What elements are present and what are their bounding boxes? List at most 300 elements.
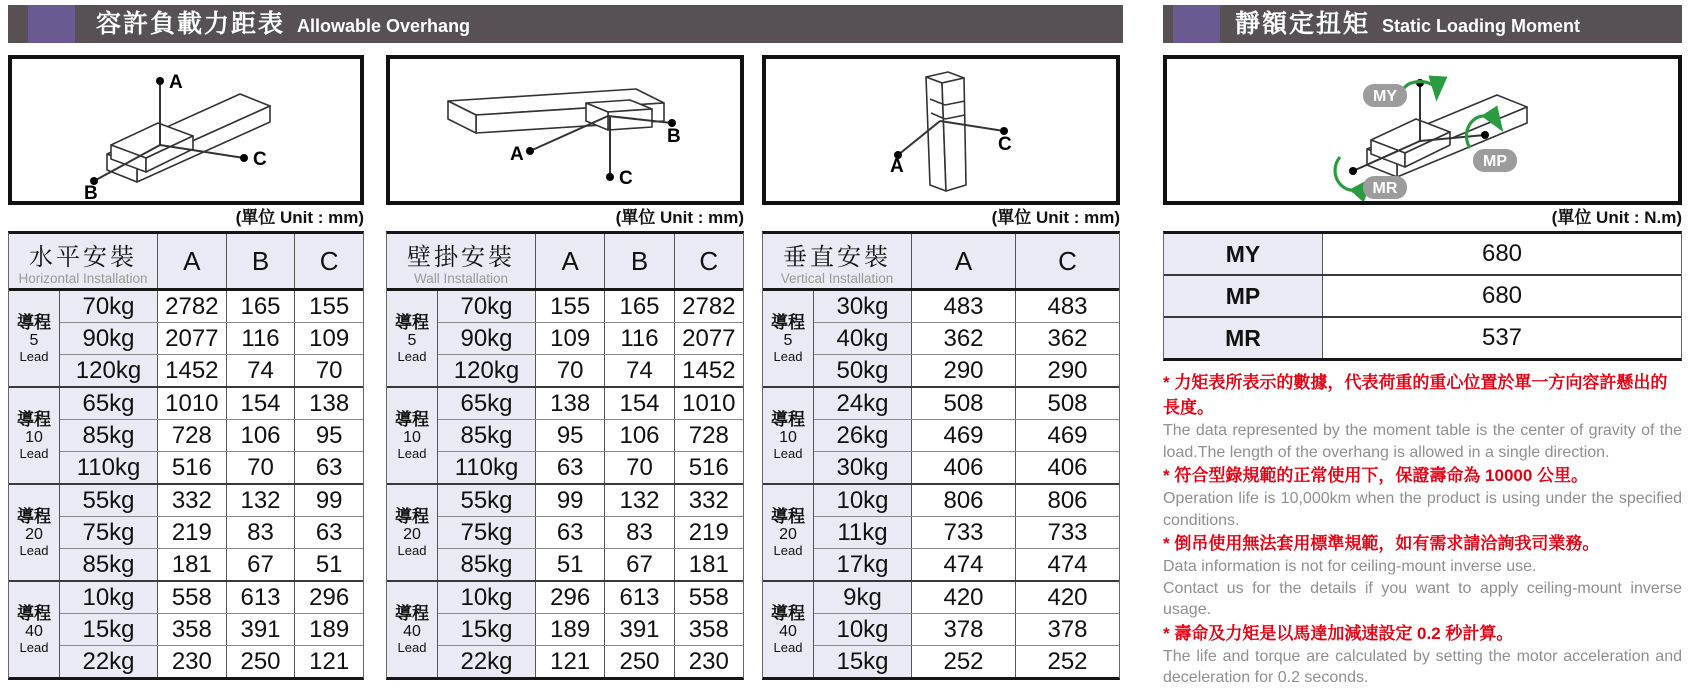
lead-word-zh: 導程 <box>395 603 429 623</box>
section-title-en: Static Loading Moment <box>1382 16 1581 36</box>
section-title-en: Allowable Overhang <box>297 16 471 36</box>
load-cell: 85kg <box>60 549 157 580</box>
value-cell: 219 <box>674 517 743 548</box>
purple-accent-square <box>28 5 75 43</box>
value-cell: 189 <box>535 614 604 645</box>
footnote-zh: * 壽命及力矩是以馬達加減速設定 0.2 秒計算。 <box>1163 623 1514 643</box>
lead-word-en: Lead <box>397 639 427 655</box>
lead-group <box>9 291 363 386</box>
load-cell: 85kg <box>438 420 535 451</box>
value-cell: 406 <box>911 452 1015 483</box>
table-row <box>60 516 363 548</box>
point-label-a: A <box>890 156 904 177</box>
lead-value: 40 <box>779 622 797 640</box>
column-header: A <box>911 234 1015 288</box>
table-row <box>60 354 363 386</box>
moment-value: 680 <box>1323 276 1681 316</box>
value-cell: 252 <box>911 646 1015 677</box>
lead-value: 5 <box>29 331 39 349</box>
table-row <box>60 645 363 677</box>
load-cell: 11kg <box>814 517 911 548</box>
value-cell: 806 <box>911 485 1015 516</box>
value-cell: 95 <box>535 420 604 451</box>
table-row <box>438 388 743 419</box>
value-cell: 67 <box>226 549 295 580</box>
value-cell: 95 <box>294 420 363 451</box>
lead-group <box>9 580 363 677</box>
value-cell: 181 <box>674 549 743 580</box>
value-cell: 83 <box>226 517 295 548</box>
lead-value: 20 <box>779 525 797 543</box>
moment-isometric-drawing <box>1167 59 1678 201</box>
lead-group <box>763 580 1119 677</box>
point-label-a: A <box>510 144 524 165</box>
table-row <box>60 419 363 451</box>
value-cell: 51 <box>535 549 604 580</box>
purple-accent-square <box>1173 5 1220 43</box>
badge-my <box>1363 84 1407 107</box>
footnote-zh: * 符合型錄規範的正常使用下，保證壽命為 10000 公里。 <box>1163 466 1589 485</box>
value-cell: 70 <box>604 452 673 483</box>
vertical-installation-diagram <box>762 55 1120 205</box>
value-cell: 63 <box>535 452 604 483</box>
load-cell: 120kg <box>60 355 157 386</box>
table-row <box>814 645 1119 677</box>
value-cell: 420 <box>1015 582 1119 613</box>
table-name <box>763 234 911 288</box>
point-label-c: C <box>998 134 1012 155</box>
lead-value: 5 <box>407 331 417 349</box>
point-label-b: B <box>84 183 98 201</box>
column-header: C <box>674 234 743 288</box>
load-cell: 10kg <box>60 582 157 613</box>
value-cell: 2782 <box>674 291 743 322</box>
value-cell: 165 <box>226 291 295 322</box>
value-cell: 516 <box>674 452 743 483</box>
section-title-allowable-overhang <box>8 5 1123 43</box>
table-row <box>60 548 363 580</box>
value-cell: 613 <box>226 582 295 613</box>
load-cell: 10kg <box>438 582 535 613</box>
value-cell: 116 <box>226 323 295 354</box>
load-cell: 85kg <box>438 549 535 580</box>
badge-my-label: MY <box>1373 88 1397 105</box>
table-row <box>438 291 743 322</box>
table-row <box>438 322 743 354</box>
value-cell: 508 <box>1015 388 1119 419</box>
lead-word-zh: 導程 <box>17 603 51 623</box>
column-header: C <box>1015 234 1119 288</box>
load-cell: 40kg <box>814 323 911 354</box>
wall-installation-diagram <box>386 55 744 205</box>
load-cell: 50kg <box>814 355 911 386</box>
badge-mp-label: MP <box>1483 153 1507 170</box>
table-row <box>814 291 1119 322</box>
value-cell: 420 <box>911 582 1015 613</box>
table-row <box>438 419 743 451</box>
value-cell: 290 <box>911 355 1015 386</box>
load-cell: 65kg <box>60 388 157 419</box>
lead-word-en: Lead <box>19 445 49 461</box>
value-cell: 99 <box>294 485 363 516</box>
lead-word-zh: 導程 <box>771 409 805 429</box>
panel-wall-installation <box>386 55 744 680</box>
column-header: A <box>157 234 226 288</box>
moment-row <box>1164 316 1681 358</box>
table-header <box>9 234 363 291</box>
value-cell: 181 <box>157 549 226 580</box>
actuator-isometric-drawing <box>390 59 740 201</box>
footnote-en: Contact us for the details if you want to apply ceiling-mount inverse usage. <box>1163 579 1682 618</box>
value-cell: 378 <box>911 614 1015 645</box>
footnote-zh: * 力矩表所表示的數據，代表荷重的重心位置於單一方向容許懸出的長度。 <box>1163 373 1668 417</box>
value-cell: 806 <box>1015 485 1119 516</box>
footnote <box>1163 621 1682 689</box>
panel-horizontal-installation <box>8 55 364 680</box>
value-cell: 358 <box>157 614 226 645</box>
value-cell: 1010 <box>157 388 226 419</box>
table-row <box>814 419 1119 451</box>
lead-group <box>387 580 743 677</box>
lead-value: 10 <box>403 428 421 446</box>
moment-table <box>1163 231 1682 361</box>
value-cell: 83 <box>604 517 673 548</box>
value-cell: 728 <box>674 420 743 451</box>
load-cell: 17kg <box>814 549 911 580</box>
load-cell: 15kg <box>60 614 157 645</box>
lead-cell <box>763 388 813 483</box>
column-header: A <box>535 234 604 288</box>
value-cell: 109 <box>535 323 604 354</box>
moment-label: MY <box>1164 234 1323 274</box>
lead-group <box>387 386 743 483</box>
lead-cell <box>9 485 59 580</box>
load-cell: 55kg <box>438 485 535 516</box>
table-row <box>60 291 363 322</box>
moment-value: 680 <box>1323 234 1681 274</box>
actuator-isometric-drawing <box>766 59 1116 201</box>
column-header: C <box>294 234 363 288</box>
table-name <box>9 234 157 288</box>
load-cell: 22kg <box>438 646 535 677</box>
moment-value: 537 <box>1323 318 1681 358</box>
value-cell: 1010 <box>674 388 743 419</box>
horizontal-installation-diagram <box>8 55 364 205</box>
value-cell: 1452 <box>674 355 743 386</box>
unit-label: (單位 Unit : N.m) <box>1551 208 1682 227</box>
table-row <box>814 451 1119 483</box>
section-title-zh: 容許負載力距表 <box>96 10 286 38</box>
footnote <box>1163 531 1682 621</box>
lead-value: 5 <box>783 331 793 349</box>
lead-cell <box>763 485 813 580</box>
lead-word-en: Lead <box>19 542 49 558</box>
value-cell: 106 <box>226 420 295 451</box>
table-row <box>814 548 1119 580</box>
table-name-zh: 壁掛安裝 <box>407 243 515 271</box>
load-cell: 30kg <box>814 452 911 483</box>
overhang-table-horizontal <box>8 231 364 680</box>
value-cell: 230 <box>674 646 743 677</box>
value-cell: 391 <box>226 614 295 645</box>
value-cell: 250 <box>226 646 295 677</box>
value-cell: 391 <box>604 614 673 645</box>
table-row <box>60 322 363 354</box>
value-cell: 2077 <box>674 323 743 354</box>
moment-label: MP <box>1164 276 1323 316</box>
lead-cell <box>763 291 813 386</box>
value-cell: 138 <box>535 388 604 419</box>
table-header <box>387 234 743 291</box>
value-cell: 406 <box>1015 452 1119 483</box>
value-cell: 132 <box>226 485 295 516</box>
point-label-b: B <box>667 126 681 147</box>
lead-word-zh: 導程 <box>771 506 805 526</box>
lead-cell <box>387 485 437 580</box>
value-cell: 138 <box>294 388 363 419</box>
lead-cell <box>9 582 59 677</box>
value-cell: 116 <box>604 323 673 354</box>
value-cell: 74 <box>226 355 295 386</box>
value-cell: 67 <box>604 549 673 580</box>
value-cell: 63 <box>535 517 604 548</box>
table-name-zh: 垂直安裝 <box>783 243 891 271</box>
lead-value: 10 <box>25 428 43 446</box>
overhang-table-wall <box>386 231 744 680</box>
lead-word-zh: 導程 <box>395 409 429 429</box>
value-cell: 508 <box>911 388 1015 419</box>
table-row <box>60 582 363 613</box>
table-row <box>814 322 1119 354</box>
value-cell: 474 <box>1015 549 1119 580</box>
lead-value: 40 <box>25 622 43 640</box>
panel-static-loading-moment <box>1163 55 1682 689</box>
unit-label: (單位 Unit : mm) <box>615 208 744 227</box>
actuator-isometric-drawing <box>12 59 360 201</box>
lead-value: 20 <box>25 525 43 543</box>
lead-word-en: Lead <box>397 445 427 461</box>
load-cell: 55kg <box>60 485 157 516</box>
value-cell: 733 <box>1015 517 1119 548</box>
value-cell: 132 <box>604 485 673 516</box>
value-cell: 483 <box>911 291 1015 322</box>
lead-group <box>763 483 1119 580</box>
lead-word-zh: 導程 <box>17 312 51 332</box>
lead-cell <box>387 291 437 386</box>
table-row <box>438 582 743 613</box>
lead-word-zh: 導程 <box>395 312 429 332</box>
lead-group <box>9 386 363 483</box>
lead-cell <box>763 582 813 677</box>
table-row <box>60 388 363 419</box>
lead-word-zh: 導程 <box>771 312 805 332</box>
unit-label: (單位 Unit : mm) <box>991 208 1120 227</box>
lead-value: 20 <box>403 525 421 543</box>
value-cell: 154 <box>226 388 295 419</box>
load-cell: 22kg <box>60 646 157 677</box>
load-cell: 15kg <box>814 646 911 677</box>
lead-word-en: Lead <box>397 542 427 558</box>
unit-label: (單位 Unit : mm) <box>235 208 364 227</box>
value-cell: 154 <box>604 388 673 419</box>
column-header: B <box>226 234 295 288</box>
lead-word-en: Lead <box>773 542 803 558</box>
point-label-a: A <box>169 72 183 93</box>
lead-group <box>763 386 1119 483</box>
value-cell: 2782 <box>157 291 226 322</box>
table-row <box>814 582 1119 613</box>
footnote <box>1163 463 1682 531</box>
value-cell: 296 <box>294 582 363 613</box>
load-cell: 90kg <box>60 323 157 354</box>
value-cell: 70 <box>294 355 363 386</box>
value-cell: 189 <box>294 614 363 645</box>
load-cell: 70kg <box>60 291 157 322</box>
lead-word-zh: 導程 <box>771 603 805 623</box>
footnote-en: Data information is not for ceiling-mount inverse use. <box>1163 558 1537 575</box>
lead-word-en: Lead <box>773 639 803 655</box>
table-name-en: Wall Installation <box>413 270 509 286</box>
value-cell: 362 <box>911 323 1015 354</box>
footnote-en: The data represented by the moment table is the center of gravity of the load.The length of the overhang is allowed in a single direction. <box>1163 422 1682 461</box>
value-cell: 63 <box>294 517 363 548</box>
value-cell: 474 <box>911 549 1015 580</box>
load-cell: 10kg <box>814 485 911 516</box>
value-cell: 252 <box>1015 646 1119 677</box>
value-cell: 51 <box>294 549 363 580</box>
badge-mr <box>1363 176 1407 199</box>
table-row <box>60 613 363 645</box>
table-row <box>438 485 743 516</box>
value-cell: 483 <box>1015 291 1119 322</box>
load-cell: 65kg <box>438 388 535 419</box>
value-cell: 1452 <box>157 355 226 386</box>
table-row <box>438 451 743 483</box>
lead-group <box>763 291 1119 386</box>
point-label-c: C <box>253 149 267 170</box>
table-row <box>438 516 743 548</box>
value-cell: 109 <box>294 323 363 354</box>
lead-word-en: Lead <box>19 639 49 655</box>
lead-word-zh: 導程 <box>395 506 429 526</box>
moment-row <box>1164 234 1681 274</box>
load-cell: 26kg <box>814 420 911 451</box>
lead-value: 40 <box>403 622 421 640</box>
value-cell: 296 <box>535 582 604 613</box>
lead-word-zh: 導程 <box>17 506 51 526</box>
load-cell: 90kg <box>438 323 535 354</box>
moment-row <box>1164 274 1681 316</box>
lead-word-zh: 導程 <box>17 409 51 429</box>
value-cell: 613 <box>604 582 673 613</box>
load-cell: 75kg <box>438 517 535 548</box>
table-row <box>438 613 743 645</box>
value-cell: 74 <box>604 355 673 386</box>
load-cell: 120kg <box>438 355 535 386</box>
lead-group <box>9 483 363 580</box>
moment-diagram <box>1163 55 1682 205</box>
value-cell: 469 <box>911 420 1015 451</box>
value-cell: 219 <box>157 517 226 548</box>
value-cell: 733 <box>911 517 1015 548</box>
load-cell: 24kg <box>814 388 911 419</box>
lead-cell <box>387 388 437 483</box>
table-row <box>438 354 743 386</box>
value-cell: 70 <box>535 355 604 386</box>
table-row <box>814 613 1119 645</box>
panel-vertical-installation <box>762 55 1120 680</box>
table-name <box>387 234 535 288</box>
value-cell: 558 <box>674 582 743 613</box>
value-cell: 469 <box>1015 420 1119 451</box>
value-cell: 250 <box>604 646 673 677</box>
load-cell: 10kg <box>814 614 911 645</box>
table-header <box>763 234 1119 291</box>
table-name-zh: 水平安裝 <box>29 243 137 271</box>
value-cell: 155 <box>294 291 363 322</box>
table-row <box>438 548 743 580</box>
badge-mr-label: MR <box>1372 180 1398 197</box>
footnote <box>1163 370 1682 463</box>
table-row <box>60 451 363 483</box>
table-row <box>814 485 1119 516</box>
section-title-zh: 靜額定扭矩 <box>1235 10 1371 38</box>
section-title-static-loading-moment <box>1163 5 1682 43</box>
lead-cell <box>9 388 59 483</box>
value-cell: 121 <box>294 646 363 677</box>
table-row <box>814 516 1119 548</box>
value-cell: 332 <box>674 485 743 516</box>
value-cell: 558 <box>157 582 226 613</box>
lead-value: 10 <box>779 428 797 446</box>
load-cell: 110kg <box>60 452 157 483</box>
lead-cell <box>387 582 437 677</box>
value-cell: 106 <box>604 420 673 451</box>
value-cell: 358 <box>674 614 743 645</box>
load-cell: 70kg <box>438 291 535 322</box>
value-cell: 70 <box>226 452 295 483</box>
moment-label: MR <box>1164 318 1323 358</box>
load-cell: 75kg <box>60 517 157 548</box>
value-cell: 378 <box>1015 614 1119 645</box>
badge-mp <box>1473 149 1517 172</box>
lead-word-en: Lead <box>19 348 49 364</box>
value-cell: 332 <box>157 485 226 516</box>
value-cell: 290 <box>1015 355 1119 386</box>
overhang-table-vertical <box>762 231 1120 680</box>
value-cell: 2077 <box>157 323 226 354</box>
value-cell: 230 <box>157 646 226 677</box>
table-name-en: Horizontal Installation <box>18 270 148 286</box>
value-cell: 165 <box>604 291 673 322</box>
table-row <box>60 485 363 516</box>
footnote-en: Operation life is 10,000km when the product is using under the specified conditions. <box>1163 490 1682 529</box>
lead-word-en: Lead <box>773 445 803 461</box>
lead-group <box>387 291 743 386</box>
load-cell: 15kg <box>438 614 535 645</box>
value-cell: 516 <box>157 452 226 483</box>
footnote-zh: * 倒吊使用無法套用標準規範，如有需求請洽詢我司業務。 <box>1163 534 1600 553</box>
lead-cell <box>9 291 59 386</box>
load-cell: 85kg <box>60 420 157 451</box>
value-cell: 728 <box>157 420 226 451</box>
table-row <box>438 645 743 677</box>
lead-group <box>387 483 743 580</box>
value-cell: 99 <box>535 485 604 516</box>
lead-word-en: Lead <box>397 348 427 364</box>
table-name-en: Vertical Installation <box>780 270 894 286</box>
load-cell: 9kg <box>814 582 911 613</box>
